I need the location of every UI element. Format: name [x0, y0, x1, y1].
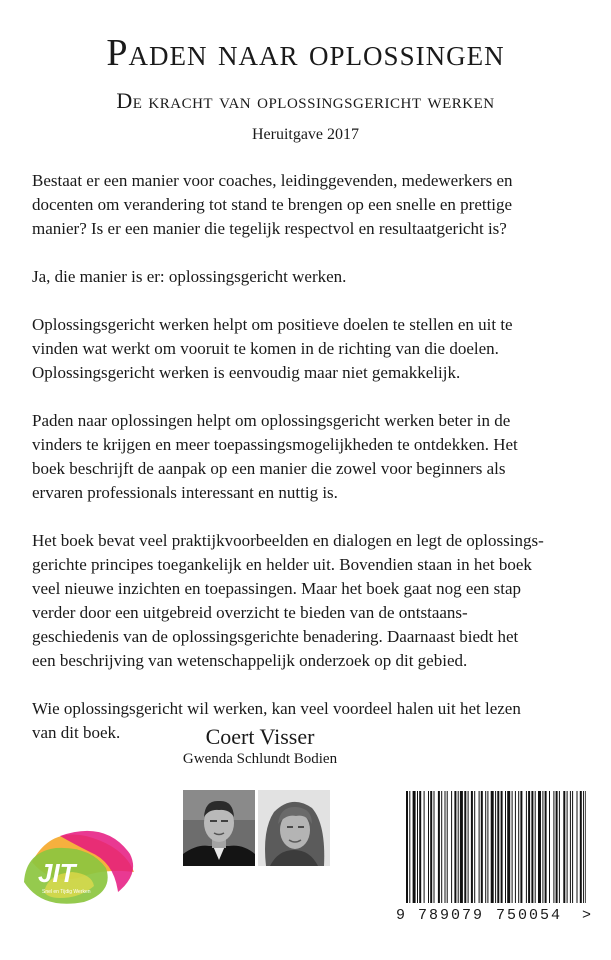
barcode-bar — [559, 791, 560, 903]
barcode-bar — [481, 791, 483, 903]
barcode-bar — [495, 791, 496, 903]
barcode-bar — [542, 791, 543, 903]
barcode-bar — [441, 791, 442, 903]
text-line: Bestaat er een manier voor coaches, leidinggevenden, medewerkers en — [32, 171, 513, 190]
blurb-text — [32, 169, 592, 769]
text-line: van dit boek. — [32, 723, 121, 742]
barcode-bar — [479, 791, 480, 903]
barcode-bar — [406, 791, 408, 903]
barcode-bar — [430, 791, 432, 903]
barcode-bar — [545, 791, 547, 903]
barcode-bar — [512, 791, 513, 903]
barcode-bar — [580, 791, 582, 903]
text-line: verder door een uitgebreid overzicht te bieden van de ontstaans- — [32, 603, 468, 622]
text-line: Oplossingsgericht werken helpt om positieve doelen te stellen en uit te — [32, 315, 513, 334]
barcode-bar — [428, 791, 429, 903]
edition-note: Heruitgave 2017 — [251, 126, 360, 143]
barcode-bar — [501, 791, 503, 903]
paragraph — [32, 313, 592, 385]
barcode-bar — [507, 791, 510, 903]
barcode-bar — [572, 791, 573, 903]
author-name: Coert Visser — [205, 724, 315, 749]
barcode-bar — [577, 791, 578, 903]
logo-text: JIT — [38, 858, 76, 888]
barcode-bar — [438, 791, 440, 903]
barcode-bar — [563, 791, 565, 903]
paragraph — [32, 529, 592, 673]
author-photo-woman — [258, 790, 330, 866]
barcode-bar — [419, 791, 421, 903]
barcode-bar — [471, 791, 473, 903]
paragraph — [32, 265, 592, 289]
barcode-bar — [474, 791, 475, 903]
paragraph — [32, 169, 592, 241]
barcode-bar — [447, 791, 448, 903]
text-line: docenten om verandering tot stand te brengen op een snelle en prettige — [32, 195, 513, 214]
barcode-bar — [487, 791, 488, 903]
barcode-bar — [424, 791, 425, 903]
jit-publisher-logo — [20, 822, 150, 912]
text-line: boek beschrijft de aanpak op een manier die zowel voor beginners als — [32, 459, 506, 478]
barcode-bar — [409, 791, 410, 903]
barcode-bar — [583, 791, 584, 903]
barcode-bar — [515, 791, 516, 903]
barcode-bar — [585, 791, 586, 903]
barcode-bar — [570, 791, 571, 903]
barcode-bars — [406, 791, 586, 907]
barcode-bar — [497, 791, 499, 903]
barcode-bar — [553, 791, 554, 903]
book-subtitle: De kracht van oplossingsgericht werken — [116, 88, 495, 113]
barcode-bar — [538, 791, 541, 903]
text-line: geschiedenis van de oplossingsgerichte benadering. Daarnaast biedt het — [32, 627, 519, 646]
barcode-bar — [528, 791, 530, 903]
text-line: ervaren professionals interessant en nuttig is. — [32, 483, 338, 502]
barcode-bar — [549, 791, 550, 903]
barcode-bar — [491, 791, 494, 903]
text-line: Ja, die manier is er: oplossingsgericht werken. — [32, 267, 347, 286]
barcode-bar — [520, 791, 522, 903]
author-photo-man — [183, 790, 255, 866]
text-line: vinden wat werkt om vooruit te komen in de richting van die doelen. — [32, 339, 499, 358]
barcode-bar — [417, 791, 418, 903]
text-line: een beschrijving van wetenschappelijk onderzoek op dit gebied. — [32, 651, 468, 670]
barcode-bar — [413, 791, 416, 903]
isbn-first-digit: 9 — [396, 907, 406, 924]
text-line: Het boek bevat veel praktijkvoorbeelden en dialogen en legt de oplossings- — [32, 531, 544, 550]
text-line: veel nieuwe inzichten en toepassingen. Maar het boek gaat nog een stap — [32, 579, 522, 598]
barcode-bar — [531, 791, 533, 903]
barcode-bar — [518, 791, 519, 903]
barcode-bar — [468, 791, 469, 903]
isbn-barcode — [394, 783, 601, 926]
barcode-bar — [451, 791, 452, 903]
book-title: Paden naar oplossingen — [106, 32, 505, 74]
barcode-bar — [464, 791, 466, 903]
text-line: Paden naar oplossingen helpt om oplossingsgericht werken beter in de — [32, 411, 511, 430]
logo-tagline: Snel en Tijdig Werken — [42, 889, 91, 895]
barcode-bar — [556, 791, 558, 903]
barcode-bar — [485, 791, 486, 903]
barcode-bar — [526, 791, 527, 903]
paragraph — [32, 409, 592, 505]
barcode-bar — [505, 791, 506, 903]
barcode-bar — [460, 791, 463, 903]
barcode-bar — [458, 791, 459, 903]
isbn-number — [394, 906, 601, 926]
isbn-arrow: > — [582, 907, 592, 924]
text-line: Wie oplossingsgericht wil werken, kan veel voordeel halen uit het lezen — [32, 699, 521, 718]
text-line: vinders te krijgen en meer toepassingsmogelijkheden te ontdekken. Het — [32, 435, 518, 454]
text-line: gerichte principes toegankelijk en helder uit. Bovendien staan in het boek — [32, 555, 532, 574]
barcode-bar — [434, 791, 435, 903]
text-line: Oplossingsgericht werken is eenvoudig maar niet gemakkelijk. — [32, 363, 461, 382]
barcode-bar — [445, 791, 446, 903]
barcode-bar — [535, 791, 536, 903]
isbn-group-2: 750054 — [496, 907, 563, 924]
isbn-group-1: 789079 — [418, 907, 485, 924]
coauthor-name: Gwenda Schlundt Bodien — [182, 751, 338, 767]
barcode-bar — [454, 791, 456, 903]
barcode-bar — [567, 791, 568, 903]
text-line: manier? Is er een manier die tegelijk respectvol en resultaatgericht is? — [32, 219, 507, 238]
